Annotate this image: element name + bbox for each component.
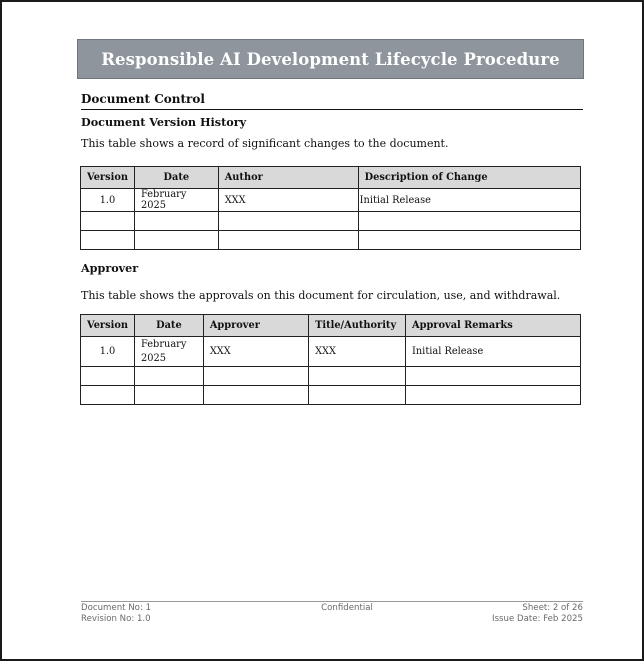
table-cell: 1.0 — [81, 337, 135, 367]
table-cell — [203, 386, 308, 405]
table-row — [81, 189, 581, 212]
table-row — [81, 212, 581, 231]
footer-document-no: Document No: 1 — [81, 603, 152, 613]
table-cell: 1.0 — [81, 189, 135, 212]
footer-divider — [81, 601, 583, 602]
section-heading-document-control: Document Control — [81, 92, 583, 110]
footer-revision-no: Revision No: 1.0 — [81, 614, 151, 624]
table-cell — [309, 386, 406, 405]
table-row — [81, 386, 581, 405]
table-row — [81, 337, 581, 367]
version-history-heading: Document Version History — [81, 115, 247, 129]
table-cell — [203, 367, 308, 386]
table-cell — [135, 212, 219, 231]
table-cell — [358, 231, 580, 250]
footer-issue-date: Issue Date: Feb 2025 — [492, 614, 583, 624]
table-cell — [135, 367, 204, 386]
column-header: Date — [135, 315, 204, 337]
table-cell — [135, 386, 204, 405]
table-row — [81, 231, 581, 250]
column-header: Version — [81, 315, 135, 337]
version-history-description: This table shows a record of significant changes to the document. — [81, 137, 449, 150]
table-cell — [135, 231, 219, 250]
footer-sheet: Sheet: 2 of 26 — [522, 603, 583, 613]
table-cell — [406, 367, 581, 386]
approver-description: This table shows the approvals on this document for circulation, use, and withdrawal. — [81, 289, 561, 302]
table-cell — [81, 212, 135, 231]
table-cell — [81, 231, 135, 250]
approver-heading: Approver — [81, 261, 139, 275]
column-header: Title/Authority — [309, 315, 406, 337]
document-title: Responsible AI Development Lifecycle Procedure — [101, 49, 560, 69]
table-cell — [358, 212, 580, 231]
column-header: Date — [135, 167, 219, 189]
title-banner — [77, 39, 584, 79]
table-cell: February 2025 — [135, 337, 204, 367]
column-header: Description of Change — [358, 167, 580, 189]
footer-right — [433, 603, 583, 625]
column-header: Approver — [203, 315, 308, 337]
table-cell: February 2025 — [135, 189, 219, 212]
footer-center — [281, 603, 413, 614]
table-header-row — [81, 167, 581, 189]
table-cell: Initial Release — [406, 337, 581, 367]
column-header: Approval Remarks — [406, 315, 581, 337]
footer-classification: Confidential — [321, 603, 373, 613]
column-header: Version — [81, 167, 135, 189]
table-cell — [81, 367, 135, 386]
table-cell — [309, 367, 406, 386]
table-cell: XXX — [203, 337, 308, 367]
table-cell: Initial Release — [358, 189, 580, 212]
table-cell — [218, 212, 358, 231]
table-cell: XXX — [218, 189, 358, 212]
table-cell — [81, 386, 135, 405]
footer-left — [81, 603, 151, 625]
approver-table — [80, 314, 581, 405]
column-header: Author — [218, 167, 358, 189]
table-header-row — [81, 315, 581, 337]
table-cell — [218, 231, 358, 250]
table-cell — [406, 386, 581, 405]
version-history-table — [80, 166, 581, 250]
table-row — [81, 367, 581, 386]
table-cell: XXX — [309, 337, 406, 367]
